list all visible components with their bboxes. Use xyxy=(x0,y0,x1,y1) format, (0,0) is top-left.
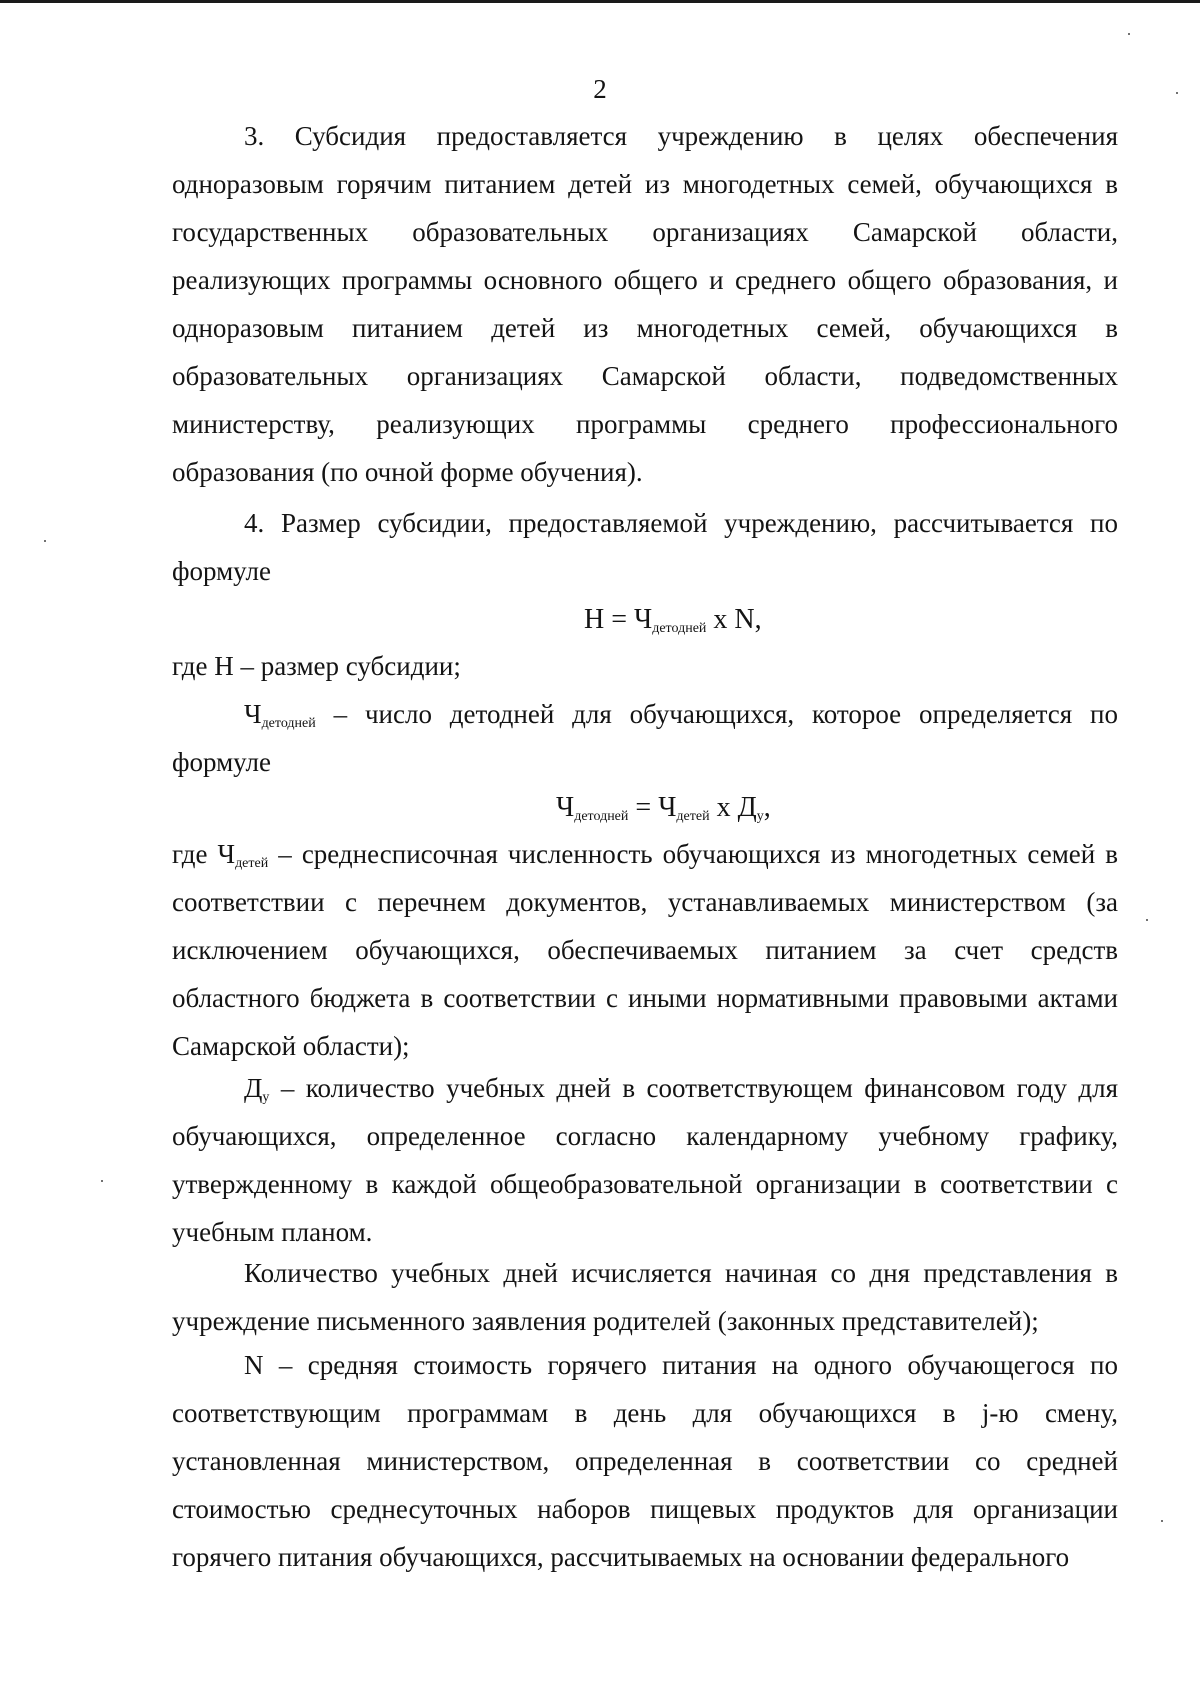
paragraph-3: 3. Субсидия предоставляется учреждению в целях обеспечения одноразовым горячим питанием детей из многодетных семей, обучающихся в государственных образовательных организациях Самарской области, реализующих программы основного общего и среднего общего образования, и одноразовым питанием детей из многодетных семей, обучающихся в образовательных организациях Самарской области, подведомственных министерству, реализующих программы среднего профессионального образования (по очной форме обучения). xyxy=(172,121,1118,487)
definition-n: N – средняя стоимость горячего питания на одного обучающегося по соответствующим программам в день для обучающихся в j-ю смену, установленная министерством, определенная в соответствии со средней стоимостью среднесуточных наборов пищевых продуктов для организации горячего питания обучающихся, рассчитываемых на основании федерального xyxy=(172,1350,1118,1572)
scan-speck xyxy=(1128,33,1130,35)
ch-detey-text: – среднесписочная численность обучающихся из многодетных семей в соответствии с перечнем документов, устанавливаемых министерством (за исключением обучающихся, обеспечиваемых питанием за счет средств областного бюджета в соответствии с иными нормативными правовыми актами Самарской области); xyxy=(172,839,1119,1061)
formula-subsidy-sub: детодней xyxy=(652,621,707,636)
page-number: 2 xyxy=(593,74,607,104)
definition-du xyxy=(172,1064,1118,1256)
formula-detodney-sub2: детей xyxy=(676,809,710,824)
ch-detey-lead: где xyxy=(172,839,208,869)
ch-detey-subscript: детей xyxy=(235,856,269,871)
formula-subsidy-lhs: Н = xyxy=(584,604,635,635)
du-subscript: у xyxy=(262,1090,270,1105)
scan-speck xyxy=(1161,1520,1163,1522)
definition-ch-detodney xyxy=(172,690,1118,786)
formula-subsidy-ch: Ч xyxy=(634,604,653,635)
formula-detodney xyxy=(556,791,771,825)
definition-h: где Н – размер субсидии; xyxy=(172,651,461,681)
ch-detodney-text: – число детодней для обучающихся, которое определяется по формуле xyxy=(172,699,1118,777)
ch-symbol: Ч xyxy=(244,699,262,729)
scan-speck xyxy=(1176,92,1178,94)
formula-detodney-sub3: у xyxy=(756,809,764,824)
scan-speck xyxy=(101,1180,103,1182)
formula-detodney-end: , xyxy=(763,792,771,823)
formula-detodney-op: x xyxy=(709,792,738,823)
definition-ch-detey xyxy=(172,830,1118,1070)
ch-detey-symbol: Ч xyxy=(217,839,236,869)
du-text: – количество учебных дней в соответствующем финансовом году для обучающихся, определенное согласно календарному учебному графику, утвержденному в каждой общеобразовательной организации в соответствии с учебным планом. xyxy=(172,1073,1118,1247)
du-symbol: Д xyxy=(244,1073,263,1103)
formula-detodney-ch1: Ч xyxy=(556,792,575,823)
paragraph-4: 4. Размер субсидии, предоставляемой учреждению, рассчитывается по формуле xyxy=(172,508,1118,586)
formula-detodney-eq: = xyxy=(628,792,659,823)
scan-speck xyxy=(44,540,46,542)
formula-subsidy xyxy=(584,603,762,637)
formula-detodney-sub1: детодней xyxy=(574,809,629,824)
top-border-line xyxy=(0,0,1200,3)
scan-speck xyxy=(1146,919,1148,921)
ch-subscript: детодней xyxy=(261,716,316,731)
formula-detodney-ch2: Ч xyxy=(658,792,677,823)
formula-detodney-d: Д xyxy=(737,792,757,823)
formula-subsidy-rhs: x N, xyxy=(706,604,762,635)
paragraph-days-count: Количество учебных дней исчисляется начиная со дня представления в учреждение письменного заявления родителей (законных представителей); xyxy=(172,1258,1118,1336)
